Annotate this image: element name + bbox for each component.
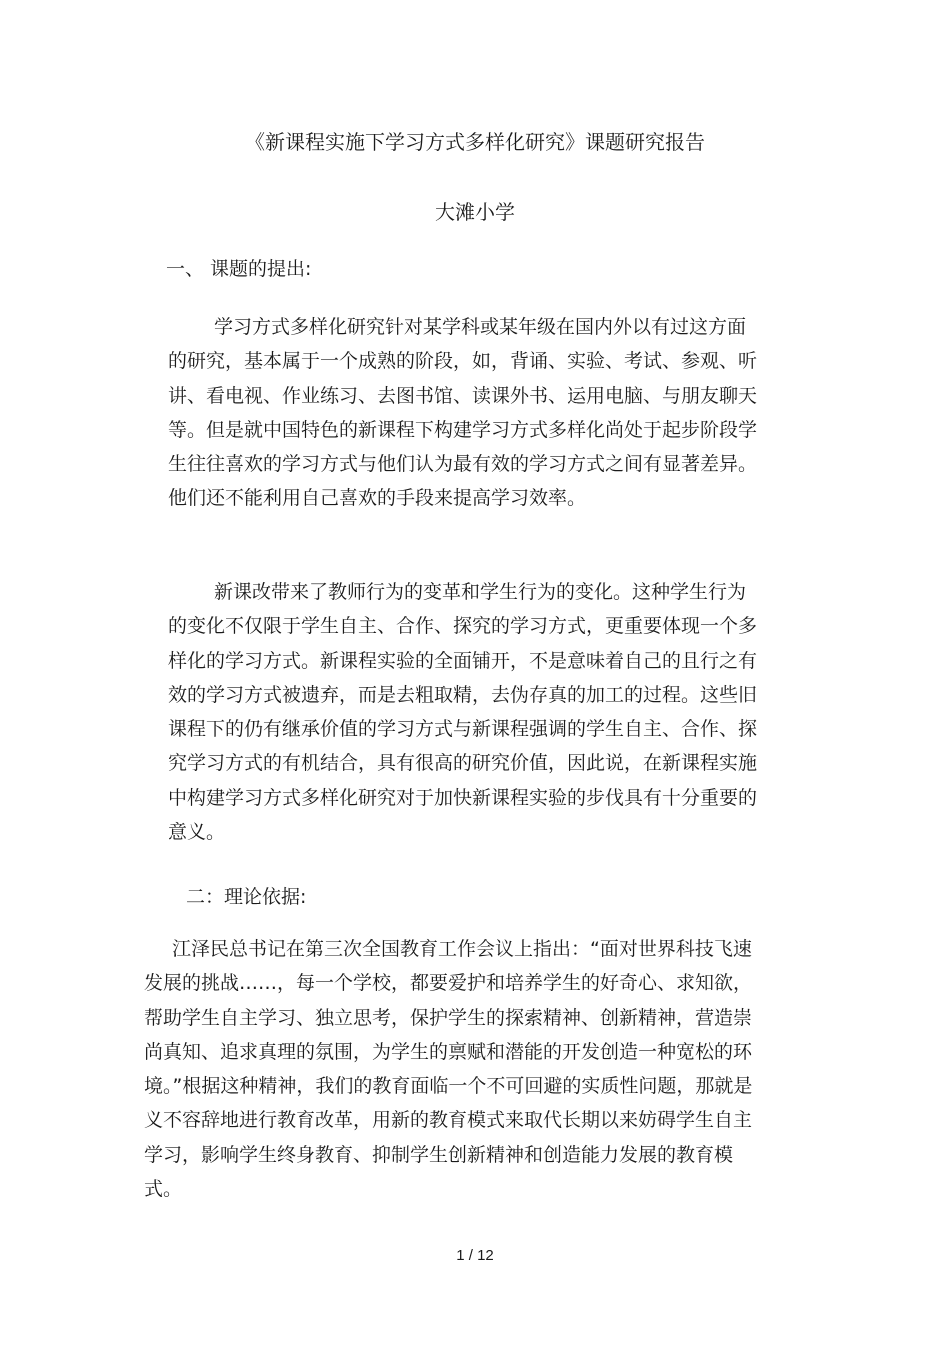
section-heading-2: 二：理论依据: — [186, 886, 307, 908]
section-1-paragraph-1: 学习方式多样化研究针对某学科或某年级在国内外以有过这方面的研究，基本属于一个成熟的阶段，如，背诵、实验、考试、参观、听讲、看电视、作业练习、去图书馆、读课外书、运用电脑、与朋友聊天等。但是就中国特色的新课程下构建学习方式多样化尚处于起步阶段学生往往喜欢的学习方式与他们认为最有效的学习方式之间有显著差异。他们还不能利用自己喜欢的手段来提高学习效率。 — [168, 316, 758, 510]
section-1-paragraph-2: 新课改带来了教师行为的变革和学生行为的变化。这种学生行为的变化不仅限于学生自主、合作、探究的学习方式，更重要体现一个多样化的学习方式。新课程实验的全面铺开，不是意味着自己的且行之有效的学习方式被遗弃，而是去粗取精，去伪存真的加工的过程。这些旧课程下的仍有继承价值的学习方式与新课程强调的学生自主、合作、探究学习方式的有机结合，具有很高的研究价值，因此说，在新课程实施中构建学习方式多样化研究对于加快新课程实验的步伐具有十分重要的意义。 — [168, 581, 758, 844]
school-name: 大滩小学 — [435, 200, 515, 224]
page-number: 1 / 12 — [456, 1247, 494, 1264]
section-heading-1: 一、 课题的提出: — [166, 258, 312, 280]
report-title: 《新课程实施下学习方式多样化研究》课题研究报告 — [245, 130, 705, 154]
section-2-paragraph-1: 江泽民总书记在第三次全国教育工作会议上指出：“面对世界科技飞速发展的挑战……，每一个学校，都要爱护和培养学生的好奇心、求知欲，帮助学生自主学习、独立思考，保护学生的探索精神、创新精神，营造崇尚真知、追求真理的氛围，为学生的禀赋和潜能的开发创造一种宽松的环境。”根据这种精神，我们的教育面临一个不可回避的实质性问题，那就是义不容辞地进行教育改革，用新的教育模式来取代长期以来妨碍学生自主学习，影响学生终身教育、抑制学生创新精神和创造能力发展的教育模式。 — [144, 938, 753, 1201]
